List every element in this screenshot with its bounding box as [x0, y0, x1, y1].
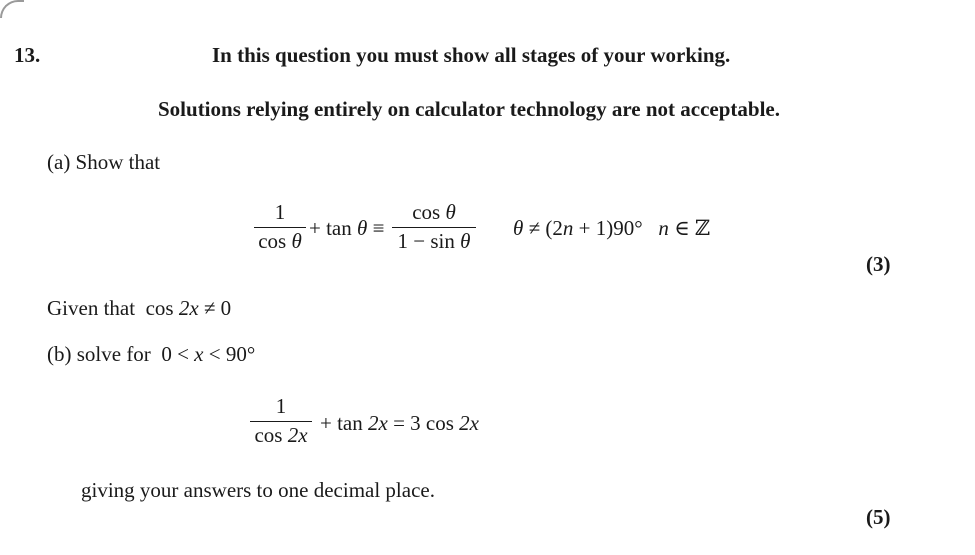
part-b-closing-instruction: giving your answers to one decimal place. — [81, 478, 435, 502]
given-condition: Given that cos 2x ≠ 0 — [47, 296, 232, 320]
part-b-equation-rest: + tan 2x = 3 cos 2x — [320, 411, 479, 435]
fraction-bar — [250, 421, 312, 422]
part-a-marks: (3) — [866, 252, 891, 276]
part-b-fraction — [250, 394, 312, 448]
part-a-label: (a) Show that — [47, 150, 161, 174]
part-a-lhs-fraction — [254, 200, 306, 254]
part-b-marks: (5) — [866, 505, 891, 529]
fraction-numerator: cos θ — [412, 200, 456, 224]
fraction-numerator: 1 — [274, 200, 286, 224]
instruction-working: In this question you must show all stages of your working. — [212, 43, 731, 67]
part-a-rhs-fraction — [392, 200, 476, 254]
part-b-label: (b) solve for 0 < x < 90° — [47, 342, 256, 366]
fraction-bar — [254, 227, 306, 228]
part-a-plus-tan: + tan θ ≡ — [309, 216, 385, 240]
fraction-denominator: cos θ — [258, 229, 302, 253]
fraction-bar — [392, 227, 476, 228]
fraction-numerator: 1 — [275, 394, 287, 418]
fraction-denominator: 1 − sin θ — [397, 229, 471, 253]
instruction-calculator: Solutions relying entirely on calculator technology are not acceptable. — [158, 97, 780, 121]
page-corner-decoration — [0, 0, 24, 18]
fraction-denominator: cos 2x — [254, 423, 308, 447]
part-a-condition: θ ≠ (2n + 1)90° n ∈ ℤ — [513, 216, 711, 240]
question-number: 13. — [14, 43, 41, 67]
